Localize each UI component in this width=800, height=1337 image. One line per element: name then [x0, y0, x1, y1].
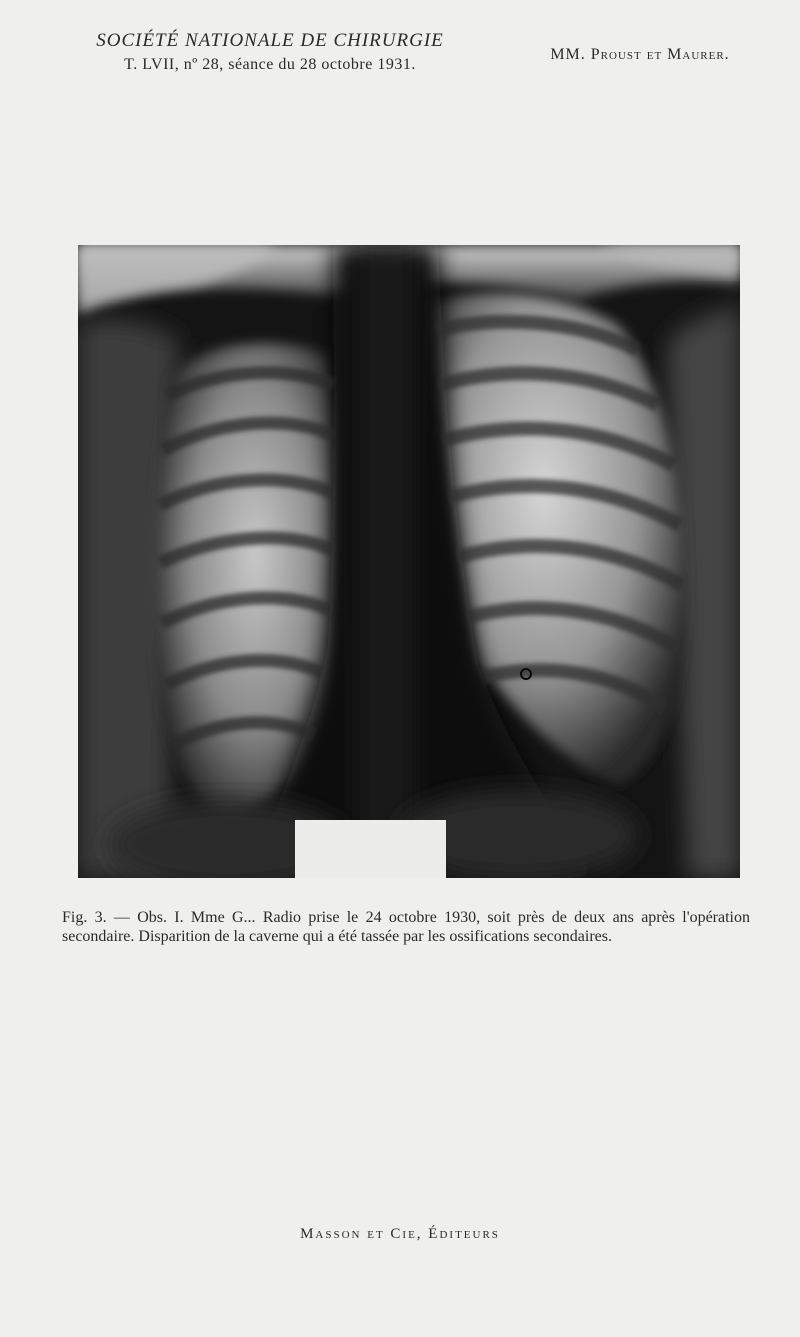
journal-header	[60, 30, 480, 74]
publisher-footer: Masson et Cie, Éditeurs	[300, 1226, 500, 1242]
chest-radiograph-image	[78, 245, 740, 878]
authors-line: MM. Proust et Maurer.	[550, 46, 730, 63]
figure-caption: Fig. 3. — Obs. I. Mme G... Radio prise le 24 octobre 1930, soit près de deux ans après l'opération secondaire. Disparition de la caverne qui a été tassée par les ossifications secondaires.	[62, 909, 750, 945]
issue-line: T. LVII, nº 28, séance du 28 octobre 1931.	[124, 56, 416, 73]
radiograph-drawing	[78, 245, 740, 878]
journal-title: SOCIÉTÉ NATIONALE DE CHIRURGIE	[96, 30, 444, 51]
